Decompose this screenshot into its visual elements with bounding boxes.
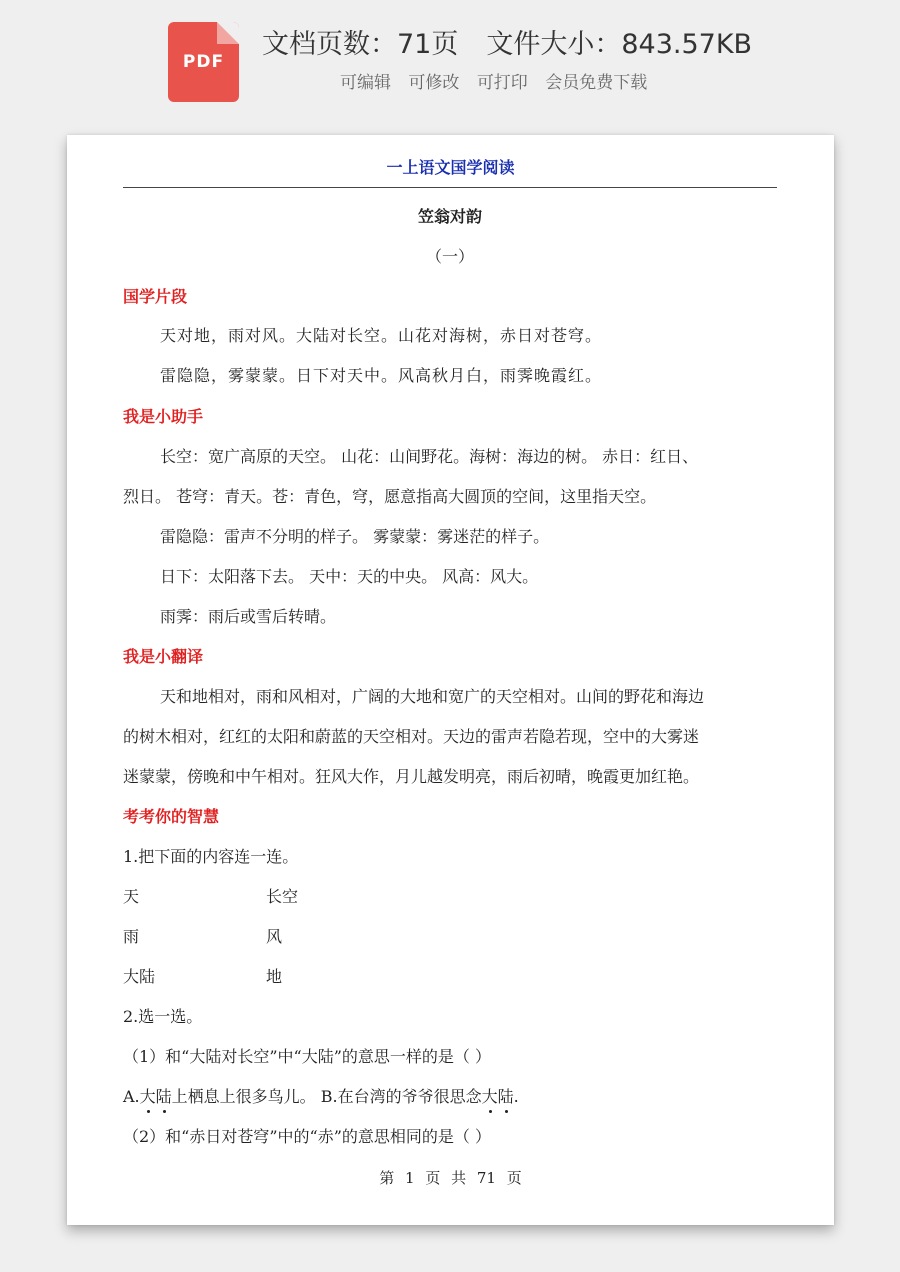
match-right: 长空 <box>266 887 299 906</box>
header-divider <box>123 187 777 188</box>
helper-line: 雨霁：雨后或雪后转晴。 <box>160 607 337 626</box>
doc-subtitle: （一） <box>425 247 474 266</box>
match-left: 大陆 <box>123 967 156 986</box>
feature-editable: 可编辑 <box>340 73 391 93</box>
translation-line: 的树木相对，红红的太阳和蔚蓝的天空相对。天边的雷声若隐若现，空中的大雾迷 <box>123 727 700 746</box>
pdf-file-icon <box>168 22 239 102</box>
running-head: 一上语文国学阅读 <box>386 158 515 177</box>
page-count: 文档页数：71页 <box>262 29 459 60</box>
feature-list <box>340 68 655 93</box>
question-1: 1.把下面的内容连一连。 <box>123 847 299 866</box>
question-2: 2.选一选。 <box>123 1007 203 1026</box>
feature-modifiable: 可修改 <box>408 73 460 93</box>
question-2-2: （2）和“赤日对苍穹”中的“赤”的意思相同的是（ ） <box>123 1127 491 1146</box>
option-a-text: 上栖息上很多鸟儿。 B.在台湾的爷爷很思念 <box>171 1087 482 1106</box>
match-right: 地 <box>266 967 283 986</box>
helper-line: 日下：太阳落下去。 天中：天的中央。 风高：风大。 <box>160 567 539 586</box>
download-banner <box>0 0 900 120</box>
page-content <box>123 197 777 1157</box>
page-footer: 第 1 页 共 71 页 <box>379 1169 522 1187</box>
helper-line: 长空：宽广高原的天空。 山花：山间野花。海树：海边的树。 赤日：红日、 <box>160 447 699 466</box>
helper-line: 雷隐隐：雷声不分明的样子。 雾蒙蒙：雾迷茫的样子。 <box>160 527 550 546</box>
question-2-1: （1）和“大陆对长空”中“大陆”的意思一样的是（ ） <box>123 1047 491 1066</box>
document-page <box>67 135 834 1225</box>
section-heading-helper: 我是小助手 <box>123 407 204 426</box>
emphasis-char: 大 <box>481 1087 498 1106</box>
option-a-emphasis <box>140 1087 172 1106</box>
feature-member-download: 会员免费下载 <box>545 73 648 93</box>
section-heading-excerpt: 国学片段 <box>123 287 188 306</box>
section-heading-translation: 我是小翻译 <box>123 647 204 666</box>
emphasis-char: 大 <box>139 1087 156 1106</box>
file-meta <box>262 22 752 61</box>
pdf-icon-label: PDF <box>182 52 225 72</box>
match-right: 风 <box>266 927 283 946</box>
option-a-prefix: A. <box>123 1087 140 1106</box>
feature-printable: 可打印 <box>476 73 528 93</box>
match-left: 天 <box>123 887 140 906</box>
match-pair <box>123 917 777 957</box>
file-size: 文件大小：843.57KB <box>486 29 753 60</box>
match-pair <box>123 877 777 917</box>
emphasis-char: 陆 <box>155 1087 172 1106</box>
helper-line: 烈日。 苍穹：青天。苍：青色，穹，愿意指高大圆顶的空间，这里指天空。 <box>123 487 657 506</box>
translation-line: 天和地相对，雨和风相对，广阔的大地和宽广的天空相对。山间的野花和海边 <box>160 687 705 706</box>
emphasis-char: 陆 <box>497 1087 514 1106</box>
excerpt-line: 雷隐隐，雾蒙蒙。日下对天中。风高秋月白，雨霁晚霞红。 <box>160 368 603 385</box>
question-2-1-options <box>123 1077 777 1117</box>
match-left: 雨 <box>123 927 140 946</box>
section-heading-quiz: 考考你的智慧 <box>123 807 220 826</box>
translation-line: 迷蒙蒙，傍晚和中午相对。狂风大作，月儿越发明亮，雨后初晴，晚霞更加红艳。 <box>123 767 700 786</box>
option-b-emphasis <box>482 1087 514 1106</box>
option-b-end: . <box>513 1087 519 1106</box>
doc-title: 笠翁对韵 <box>417 207 482 226</box>
excerpt-line: 天对地，雨对风。大陆对长空。山花对海树，赤日对苍穹。 <box>160 328 603 345</box>
match-pair <box>123 957 777 997</box>
